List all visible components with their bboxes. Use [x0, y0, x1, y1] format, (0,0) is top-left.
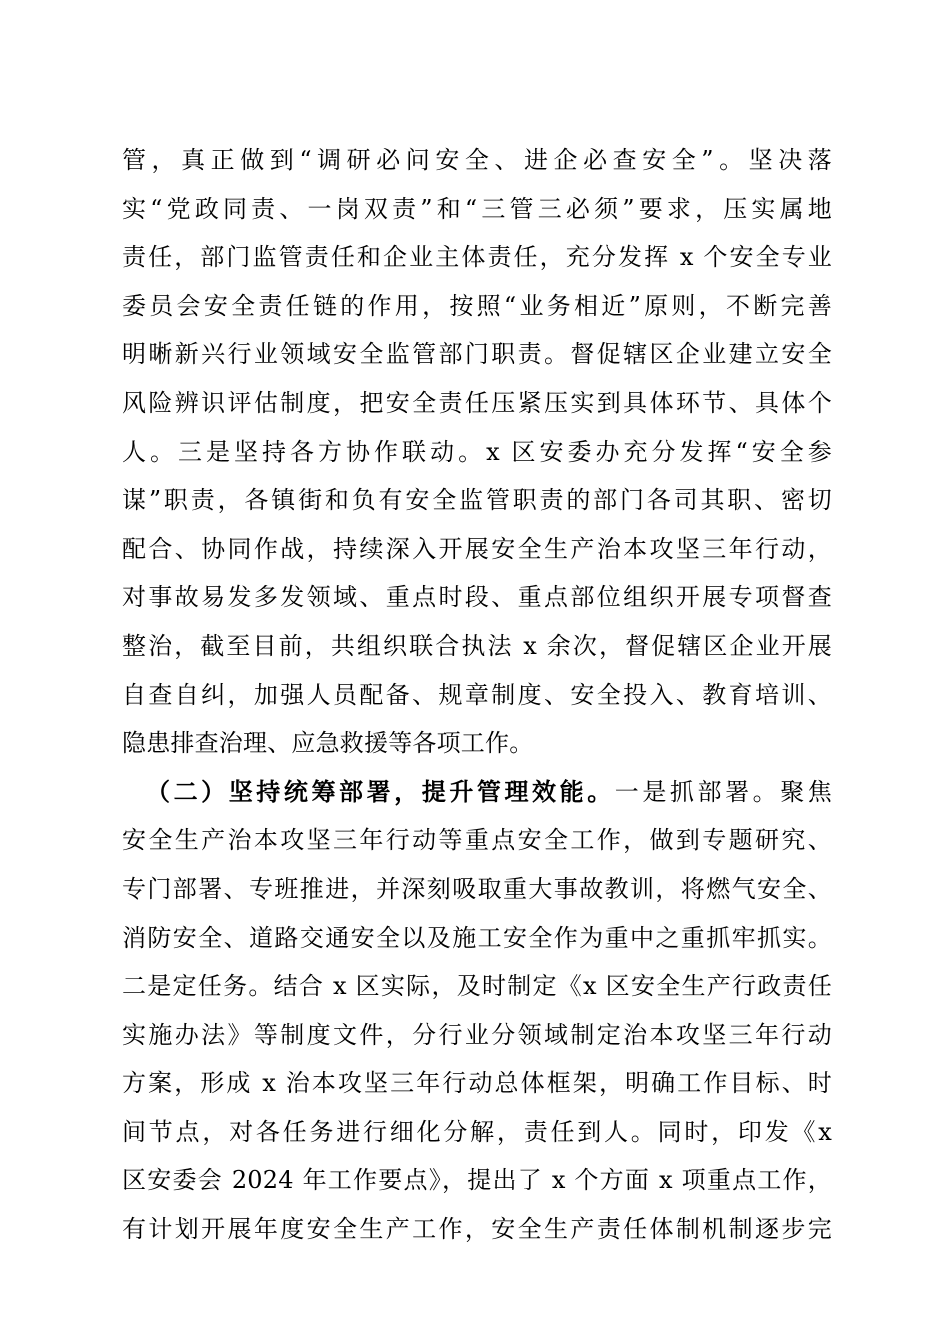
text-line: 区安委会 2024 年工作要点》，提出了 x 个方面 x 项重点工作， [122, 1166, 832, 1195]
section-heading: （二）坚持统筹部署，提升管理效能。 [146, 776, 615, 806]
text-line: 专门部署、专班推进，并深刻吸取重大事故教训，将燃气安全、 [122, 874, 832, 903]
text-line: 间节点，对各任务进行细化分解，责任到人。同时，印发《x [122, 1117, 832, 1146]
text-line: 隐患排查治理、应急救援等各项工作。 [122, 729, 534, 758]
text-line: 二是定任务。结合 x 区实际，及时制定《x 区安全生产行政责任 [122, 972, 832, 1001]
text-line: 谋”职责，各镇街和负有安全监管职责的部门各司其职、密切 [122, 486, 832, 515]
text-line: 风险辨识评估制度，把安全责任压紧压实到具体环节、具体个 [122, 388, 832, 417]
text-line: 整治，截至目前，共组织联合执法 x 余次，督促辖区企业开展 [122, 631, 832, 660]
text-line: 安全生产治本攻坚三年行动等重点安全工作，做到专题研究、 [122, 826, 832, 855]
section-first-line-text: 一是抓部署。聚焦 [614, 777, 832, 806]
text-line: 委员会安全责任链的作用，按照“业务相近”原则，不断完善 [122, 291, 832, 320]
text-line: 责任，部门监管责任和企业主体责任，充分发挥 x 个安全专业 [122, 243, 832, 272]
text-line: 人。三是坚持各方协作联动。x 区安委办充分发挥“安全参 [122, 437, 832, 466]
section-first-line [122, 768, 832, 817]
text-line: 实“党政同责、一岗双责”和“三管三必须”要求，压实属地 [122, 194, 832, 223]
text-line: 实施办法》等制度文件，分行业分领域制定治本攻坚三年行动 [122, 1020, 832, 1049]
text-line: 配合、协同作战，持续深入开展安全生产治本攻坚三年行动， [122, 534, 832, 563]
text-line: 消防安全、道路交通安全以及施工安全作为重中之重抓牢抓实。 [122, 923, 832, 952]
text-line: 自查自纠，加强人员配备、规章制度、安全投入、教育培训、 [122, 680, 832, 709]
text-line: 明晰新兴行业领域安全监管部门职责。督促辖区企业建立安全 [122, 340, 832, 369]
document-body [122, 136, 832, 1254]
text-line: 方案，形成 x 治本攻坚三年行动总体框架，明确工作目标、时 [122, 1069, 832, 1098]
text-line: 有计划开展年度安全生产工作，安全生产责任体制机制逐步完 [122, 1215, 832, 1244]
text-line: 管，真正做到“调研必问安全、进企必查安全”。坚决落 [122, 146, 832, 174]
text-line: 对事故易发多发领域、重点时段、重点部位组织开展专项督查 [122, 583, 832, 612]
